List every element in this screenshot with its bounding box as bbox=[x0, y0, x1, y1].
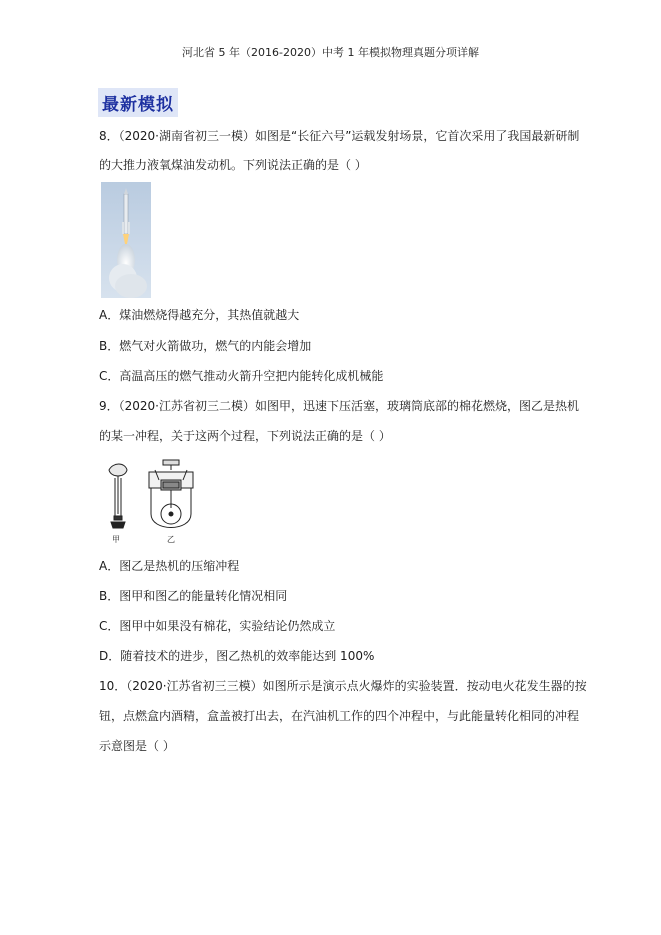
rocket-launch-image bbox=[101, 182, 151, 298]
question-8-stem-line-1: 8．（2020·湖南省初三一模）如图是“长征六号”运载发射场景，它首次采用了我国最新研制 bbox=[99, 129, 580, 143]
engine-cylinder-diagram bbox=[149, 460, 193, 528]
question-9-option-c: C．图甲中如果没有棉花，实验结论仍然成立 bbox=[99, 619, 336, 633]
question-8-stem-line-2: 的大推力液氧煤油发动机。下列说法正确的是（ ） bbox=[99, 158, 367, 172]
question-8-option-b: B．燃气对火箭做功，燃气的内能会增加 bbox=[99, 339, 312, 353]
question-10-stem-line-3: 示意图是（ ） bbox=[99, 739, 175, 753]
question-9-stem-line-2: 的某一冲程，关于这两个过程，下列说法正确的是（ ） bbox=[99, 429, 391, 443]
question-9-option-a: A．图乙是热机的压缩冲程 bbox=[99, 559, 240, 573]
glass-tube-diagram bbox=[109, 464, 127, 528]
page-header: 河北省 5 年（2016-2020）中考 1 年模拟物理真题分项详解 bbox=[182, 46, 479, 59]
question-9-stem-line-1: 9．（2020·江苏省初三二模）如图甲，迅速下压活塞，玻璃筒底部的棉花燃烧，图乙是热机 bbox=[99, 399, 579, 413]
question-8-option-c: C．高温高压的燃气推动火箭升空把内能转化成机械能 bbox=[99, 369, 384, 383]
section-title: 最新模拟 bbox=[98, 88, 178, 117]
figure-label-yi: 乙 bbox=[167, 535, 175, 544]
figure-label-jia: 甲 bbox=[112, 535, 120, 544]
question-8-option-a: A．煤油燃烧得越充分，其热值就越大 bbox=[99, 308, 300, 322]
question-10-stem-line-1: 10．（2020·江苏省初三三模）如图所示是演示点火爆炸的实验装置．按动电火花发生器的按 bbox=[99, 679, 587, 693]
question-10-stem-line-2: 钮，点燃盒内酒精，盒盖被打出去，在汽油机工作的四个冲程中，与此能量转化相同的冲程 bbox=[99, 709, 580, 723]
question-9-option-b: B．图甲和图乙的能量转化情况相同 bbox=[99, 589, 288, 603]
piston-and-engine-figure bbox=[103, 458, 199, 544]
question-9-option-d: D．随着技术的进步，图乙热机的效率能达到 100% bbox=[99, 649, 375, 663]
